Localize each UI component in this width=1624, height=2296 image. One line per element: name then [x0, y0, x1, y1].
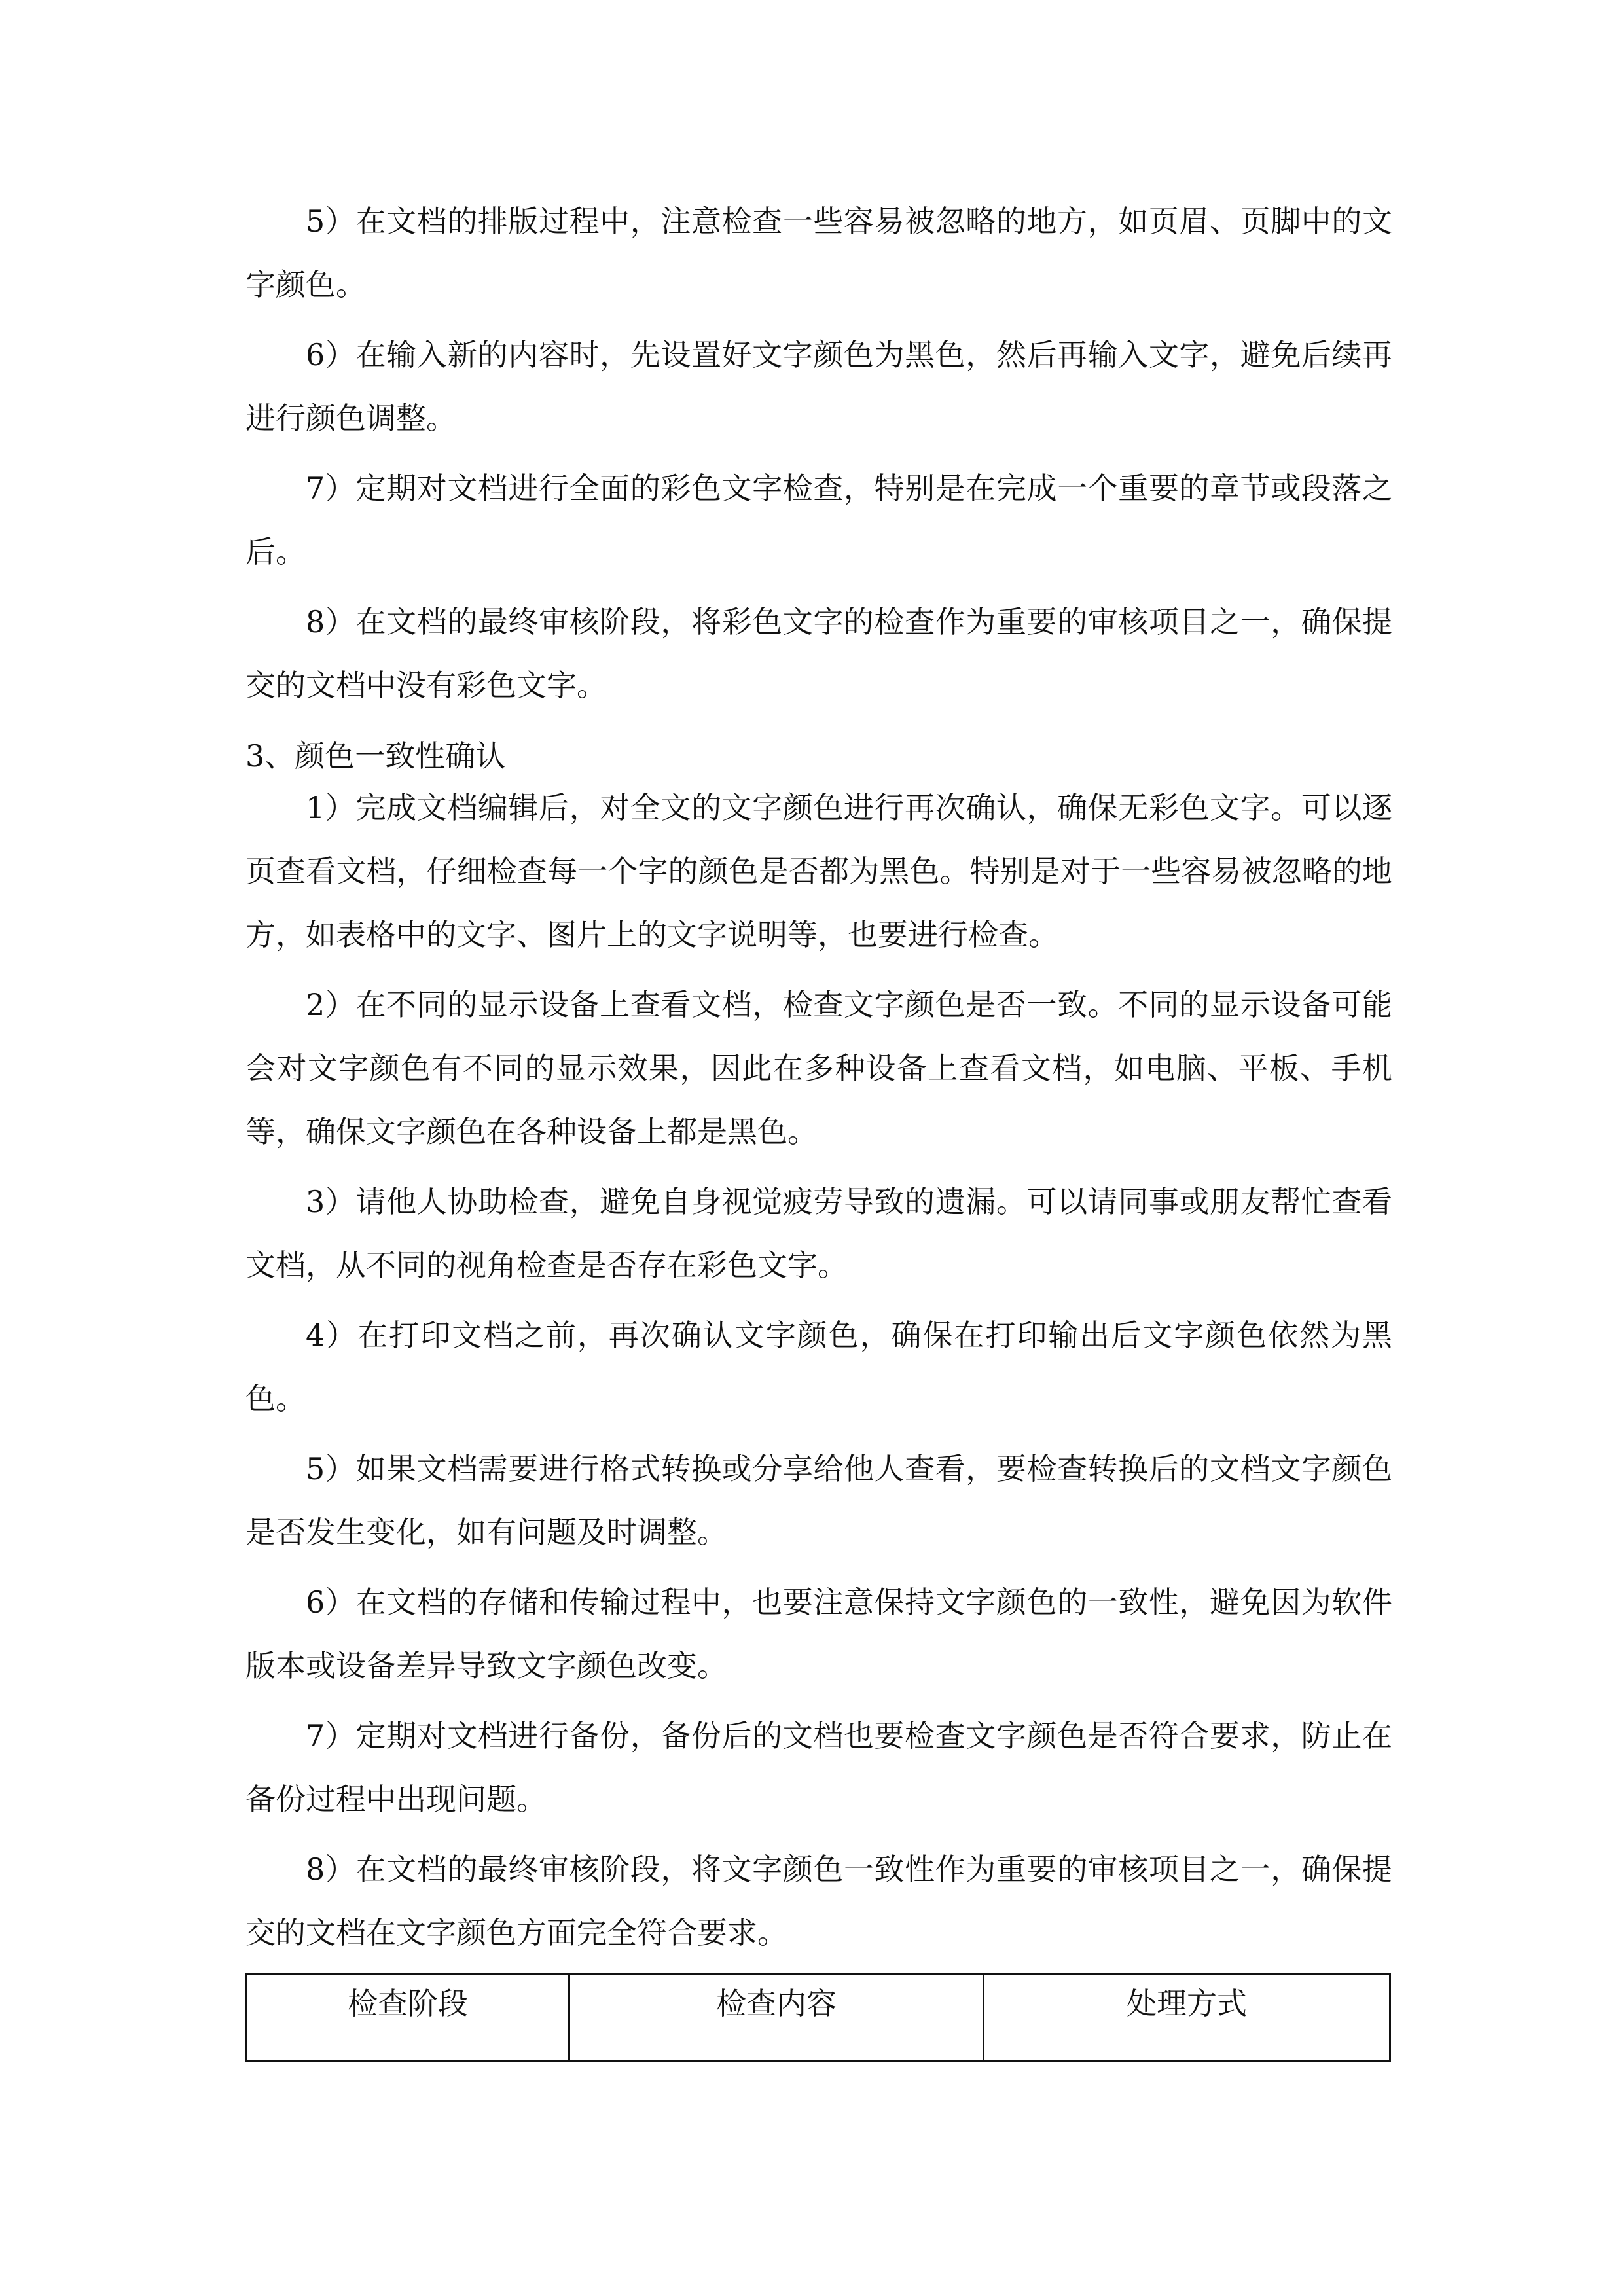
paragraph: 5）在文档的排版过程中，注意检查一些容易被忽略的地方，如页眉、页脚中的文字颜色。	[245, 204, 1392, 302]
paragraph: 7）定期对文档进行备份，备份后的文档也要检查文字颜色是否符合要求，防止在备份过程中出现问题。	[245, 1718, 1392, 1817]
paragraph: 5）如果文档需要进行格式转换或分享给他人查看，要检查转换后的文档文字颜色是否发生变化，如有问题及时调整。	[245, 1451, 1392, 1550]
section-heading: 3、颜色一致性确认	[245, 738, 506, 774]
table-header-cell: 处理方式	[984, 1974, 1390, 2061]
paragraph: 6）在文档的存储和传输过程中，也要注意保持文字颜色的一致性，避免因为软件版本或设备差异导致文字颜色改变。	[245, 1585, 1392, 1683]
paragraph: 3）请他人协助检查，避免自身视觉疲劳导致的遗漏。可以请同事或朋友帮忙查看文档，从不同的视角检查是否存在彩色文字。	[245, 1184, 1392, 1283]
table-header-cell: 检查内容	[569, 1974, 984, 2061]
paragraph: 6）在输入新的内容时，先设置好文字颜色为黑色，然后再输入文字，避免后续再进行颜色调整。	[245, 337, 1392, 436]
paragraph: 7）定期对文档进行全面的彩色文字检查，特别是在完成一个重要的章节或段落之后。	[245, 471, 1392, 569]
table-header-row	[247, 1974, 1390, 2061]
paragraph: 4）在打印文档之前，再次确认文字颜色，确保在打印输出后文字颜色依然为黑色。	[245, 1318, 1392, 1416]
paragraph: 8）在文档的最终审核阶段，将文字颜色一致性作为重要的审核项目之一，确保提交的文档在文字颜色方面完全符合要求。	[245, 1852, 1392, 1950]
paragraph: 2）在不同的显示设备上查看文档，检查文字颜色是否一致。不同的显示设备可能会对文字颜色有不同的显示效果，因此在多种设备上查看文档，如电脑、平板、手机等，确保文字颜色在各种设备上都是黑色。	[245, 987, 1392, 1149]
paragraph: 8）在文档的最终审核阶段，将彩色文字的检查作为重要的审核项目之一，确保提交的文档中没有彩色文字。	[245, 604, 1392, 703]
check-table	[245, 1973, 1391, 2062]
document-page	[245, 190, 1392, 2062]
paragraph: 1）完成文档编辑后，对全文的文字颜色进行再次确认，确保无彩色文字。可以逐页查看文档，仔细检查每一个字的颜色是否都为黑色。特别是对于一些容易被忽略的地方，如表格中的文字、图片上的文字说明等，也要进行检查。	[245, 790, 1392, 952]
table-header-cell: 检查阶段	[247, 1974, 569, 2061]
